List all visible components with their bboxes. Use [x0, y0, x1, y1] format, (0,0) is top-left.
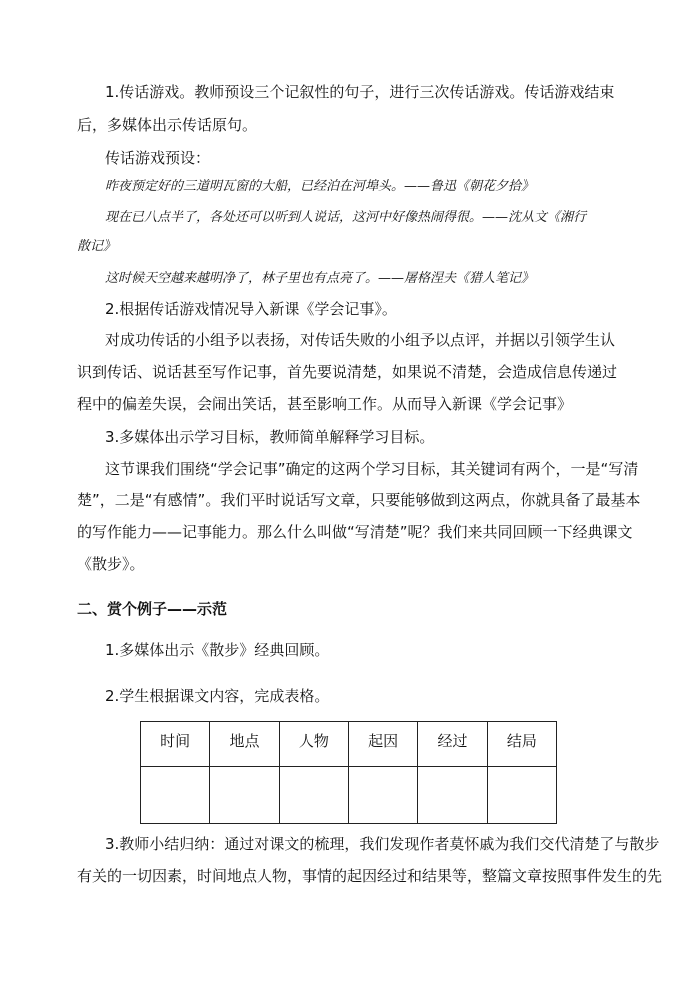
paragraph-goals: 3.多媒体出示学习目标，教师简单解释学习目标。 [105, 428, 435, 446]
table-cell [141, 767, 210, 824]
paragraph-summary-line1: 3.教师小结归纳：通过对课文的梳理，我们发现作者莫怀戚为我们交代清楚了与散步 [105, 835, 660, 853]
paragraph-explain-line4: 《散步》。 [77, 555, 145, 573]
paragraph-intro-lesson: 2.根据传话游戏情况导入新课《学会记事》。 [105, 300, 397, 318]
paragraph-praise-line3: 程中的偏差失误，会闹出笑话，甚至影响工作。从而导入新课《学会记事》 [77, 395, 573, 413]
paragraph-game-line2: 后，多媒体出示传话原句。 [77, 116, 258, 134]
paragraph-explain-line2: 楚”，二是“有感情”。我们平时说话写文章，只要能够做到这两点，你就具备了最基本 [77, 491, 641, 509]
preset-quote-2-line1: 现在已八点半了，各处还可以听到人说话，这河中好像热闹得很。——沈从文《湘行 [105, 210, 587, 225]
preset-label: 传话游戏预设： [105, 149, 211, 167]
paragraph-summary-line2: 有关的一切因素，时间地点人物，事情的起因经过和结果等，整篇文章按照事件发生的先 [77, 867, 663, 885]
paragraph-game-line1: 1.传话游戏。教师预设三个记叙性的句子，进行三次传话游戏。传话游戏结束 [105, 83, 615, 101]
table-header-result: 结局 [487, 722, 556, 767]
table-header-process: 经过 [418, 722, 487, 767]
paragraph-praise-line2: 识到传话、说话甚至写作记事，首先要说清楚，如果说不清楚，会造成信息传递过 [77, 363, 618, 381]
story-elements-table [140, 721, 557, 824]
table-header-cause: 起因 [348, 722, 417, 767]
table-row [141, 767, 557, 824]
preset-quote-3: 这时候天空越来越明净了，林子里也有点亮了。——屠格涅夫《猎人笔记》 [105, 271, 535, 286]
paragraph-praise-line1: 对成功传话的小组予以表扬，对传话失败的小组予以点评，并据以引领学生认 [105, 331, 616, 349]
section-heading: 二、赏个例子——示范 [77, 600, 228, 618]
table-cell [418, 767, 487, 824]
table-header-place: 地点 [210, 722, 279, 767]
table-cell [279, 767, 348, 824]
table-header-row [141, 722, 557, 767]
table-cell [348, 767, 417, 824]
table-header-people: 人物 [279, 722, 348, 767]
table-cell [487, 767, 556, 824]
paragraph-review: 1.多媒体出示《散步》经典回顾。 [105, 641, 330, 659]
preset-quote-1: 昨夜预定好的三道明瓦窗的大船，已经泊在河埠头。——鲁迅《朝花夕拾》 [105, 179, 535, 194]
table-cell [210, 767, 279, 824]
preset-quote-2-line2: 散记》 [77, 239, 117, 254]
paragraph-explain-line3: 的写作能力——记事能力。那么什么叫做“写清楚”呢？我们来共同回顾一下经典课文 [77, 523, 633, 541]
paragraph-explain-line1: 这节课我们围绕“学会记事”确定的这两个学习目标，其关键词有两个，一是“写清 [105, 460, 639, 478]
paragraph-table-task: 2.学生根据课文内容，完成表格。 [105, 687, 330, 705]
table-header-time: 时间 [141, 722, 210, 767]
